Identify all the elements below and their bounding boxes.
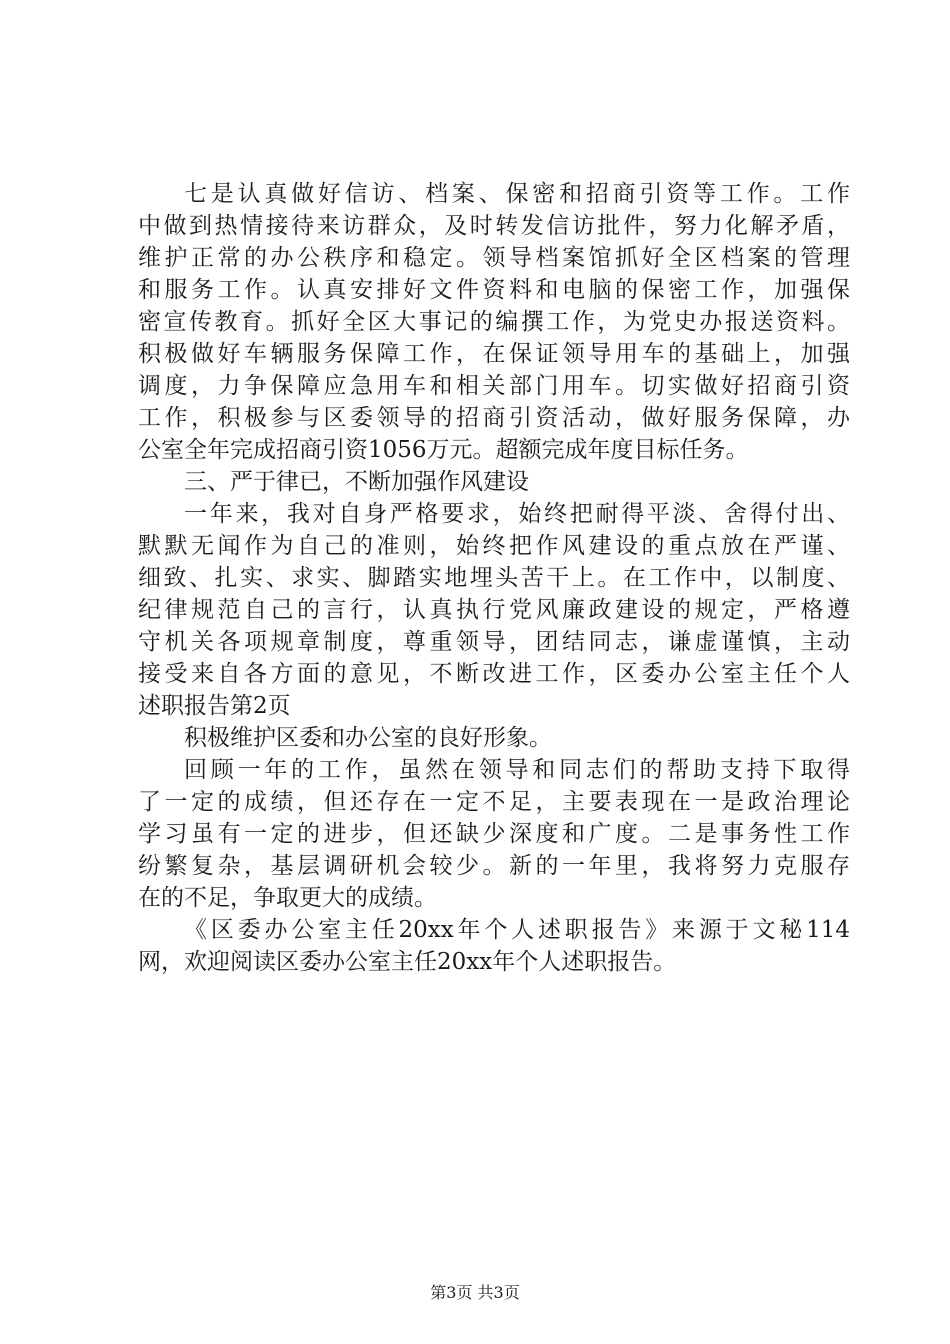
text-line: 密宣传教育。抓好全区大事记的编撰工作，为党史办报送资料。 bbox=[138, 309, 850, 335]
text-line: 《区委办公室主任20xx年个人述职报告》来源于文秘114 bbox=[184, 917, 850, 943]
text-line: 接受来自各方面的意见，不断改进工作，区委办公室主任个人 bbox=[138, 661, 850, 687]
text-line: 维护正常的办公秩序和稳定。领导档案馆抓好全区档案的管理 bbox=[138, 245, 850, 271]
text-line: 调度，力争保障应急用车和相关部门用车。切实做好招商引资 bbox=[138, 373, 850, 399]
section-heading: 三、严于律已，不断加强作风建设 bbox=[184, 469, 529, 495]
text-line: 回顾一年的工作，虽然在领导和同志们的帮助支持下取得 bbox=[184, 757, 850, 783]
text-line: 纷繁复杂，基层调研机会较少。新的一年里，我将努力克服存 bbox=[138, 853, 850, 879]
text-line: 工作，积极参与区委领导的招商引资活动，做好服务保障，办 bbox=[138, 405, 850, 431]
text-line: 在的不足，争取更大的成绩。 bbox=[138, 885, 437, 911]
text-line: 纪律规范自己的言行，认真执行党风廉政建设的规定，严格遵 bbox=[138, 597, 850, 623]
text-line: 中做到热情接待来访群众，及时转发信访批件，努力化解矛盾， bbox=[138, 213, 850, 239]
document-body bbox=[138, 178, 850, 978]
text-line: 默默无闻作为自己的准则，始终把作风建设的重点放在严谨、 bbox=[138, 533, 850, 559]
text-line: 了一定的成绩，但还存在一定不足，主要表现在一是政治理论 bbox=[138, 789, 850, 815]
text-line: 述职报告第2页 bbox=[138, 693, 291, 719]
text-line: 守机关各项规章制度，尊重领导，团结同志，谦虚谨慎，主动 bbox=[138, 629, 850, 655]
page-number-footer: 第3页 共3页 bbox=[430, 1283, 520, 1302]
text-line: 细致、扎实、求实、脚踏实地埋头苦干上。在工作中，以制度、 bbox=[138, 565, 850, 591]
text-line: 积极做好车辆服务保障工作，在保证领导用车的基础上，加强 bbox=[138, 341, 850, 367]
text-line: 和服务工作。认真安排好文件资料和电脑的保密工作，加强保 bbox=[138, 277, 850, 303]
text-line: 公室全年完成招商引资1056万元。超额完成年度目标任务。 bbox=[138, 437, 749, 463]
text-line: 一年来，我对自身严格要求，始终把耐得平淡、舍得付出、 bbox=[184, 501, 850, 527]
text-line: 学习虽有一定的进步，但还缺少深度和广度。二是事务性工作 bbox=[138, 821, 850, 847]
text-line: 七是认真做好信访、档案、保密和招商引资等工作。工作 bbox=[184, 181, 850, 207]
text-line: 积极维护区委和办公室的良好形象。 bbox=[184, 725, 552, 751]
text-line: 网，欢迎阅读区委办公室主任20xx年个人述职报告。 bbox=[138, 949, 677, 975]
